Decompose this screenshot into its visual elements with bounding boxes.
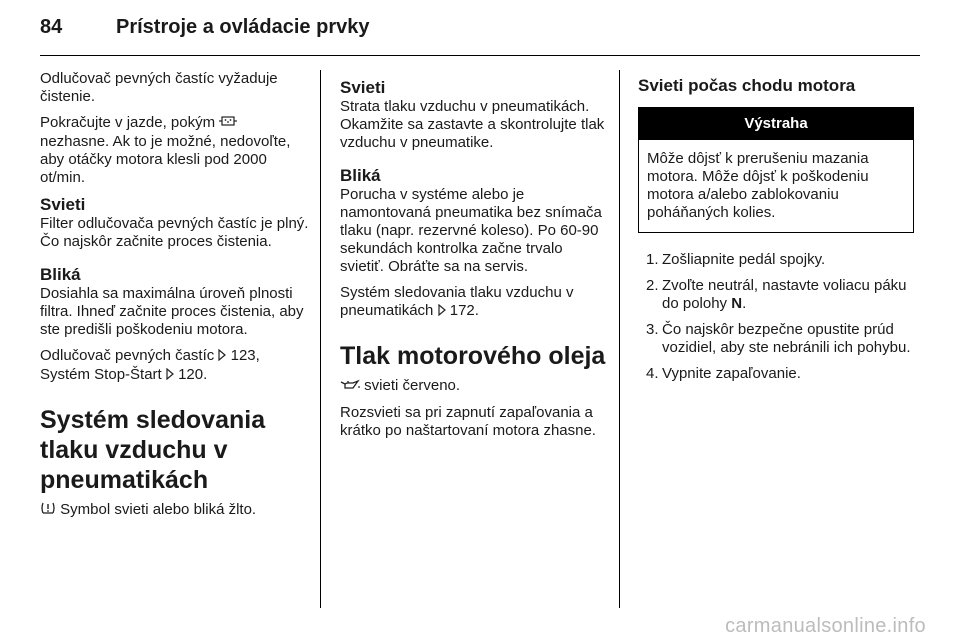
list-item: 1. Zošliapnite pedál spojky.	[646, 251, 826, 268]
tire-pressure-icon	[40, 501, 56, 520]
section-title-oil-pressure: Tlak motorového oleja	[340, 342, 606, 370]
dpf-paragraph: Odlučovač pevných častíc vyžaduje čistenie.	[40, 70, 278, 105]
list-item: 3. Čo najskôr bezpečne opustite prúd vozidiel, aby ste nebránili ich pohybu.	[646, 321, 911, 356]
steps-list	[638, 251, 914, 383]
heading-svieti: Svieti	[40, 195, 86, 214]
watermark: carmanualsonline.info	[725, 615, 926, 637]
heading-blika: Bliká	[340, 166, 381, 185]
tpms-reference: Systém sledovania tlaku vzduchu v pneumatikách 172.	[340, 284, 574, 319]
cross-references: Odlučovač pevných častíc 123, Systém Stop-Štart 120.	[40, 347, 260, 383]
header-rule	[40, 55, 920, 56]
blika-text: Porucha v systéme alebo je namontovaná pneumatika bez snímača tlaku (napr. rezervné koleso). Po 60-90 sekundách kontrolka začne trvalo svietiť. Obráťte sa na servis.	[340, 186, 602, 275]
page-link-tpms[interactable]: 172	[449, 302, 475, 319]
svieti-text: Strata tlaku vzduchu v pneumatikách. Okamžite sa zastavte a skontrolujte tlak vzduchu v pneumatike.	[340, 98, 605, 151]
list-item: 2. Zvoľte neutrál, nastavte voliacu páku do polohy N.	[646, 277, 907, 312]
column-3	[638, 70, 914, 391]
oil-can-icon	[340, 378, 360, 396]
column-divider-2	[619, 70, 620, 608]
column-2	[340, 70, 608, 448]
warning-body: Môže dôjsť k prerušeniu mazania motora. Môže dôjsť k poškodeniu motora a/alebo zablokovaniu poháňaných kolies.	[647, 150, 869, 221]
blika-text: Dosiahla sa maximálna úroveň plnosti filtra. Ihneď začnite proces čistenia, aby ste predišli poškodeniu motora.	[40, 285, 304, 338]
page-link-stop-start[interactable]: 120	[178, 366, 204, 383]
dpf-warning-icon	[219, 114, 237, 133]
section-title-tpms: Systém sledovania tlaku vzduchu v pneumatikách	[40, 406, 266, 494]
page-ref-icon	[438, 303, 446, 321]
page-title: Prístroje a ovládacie prvky	[116, 16, 370, 38]
page-ref-icon	[218, 348, 226, 366]
warning-box	[638, 107, 914, 233]
heading-blika: Bliká	[40, 265, 81, 284]
heading-svieti: Svieti	[340, 78, 386, 97]
page-link-dpf[interactable]: 123	[230, 347, 256, 364]
oil-description: Rozsvieti sa pri zapnutí zapaľovania a krátko po naštartovaní motora zhasne.	[340, 404, 596, 439]
svieti-text: Filter odlučovača pevných častíc je plný. Čo najskôr začnite proces čistenia.	[40, 215, 309, 250]
list-item: 4. Vypnite zapaľovanie.	[646, 365, 801, 382]
column-divider-1	[320, 70, 321, 608]
page-ref-icon	[166, 367, 174, 385]
warning-title: Výstraha	[639, 108, 913, 140]
heading-running-engine: Svieti počas chodu motora	[638, 76, 856, 95]
continue-driving-paragraph: Pokračujte v jazde, pokým nezhasne. Ak to je možné, nedovoľte, aby otáčky motora klesli pod 2000 ot/min.	[40, 114, 291, 186]
oil-symbol-paragraph: svieti červeno.	[340, 377, 608, 396]
page-header	[40, 16, 369, 48]
page-number: 84	[40, 16, 63, 38]
tpms-symbol-paragraph: Symbol svieti alebo bliká žlto.	[40, 501, 310, 520]
column-1	[40, 70, 310, 528]
